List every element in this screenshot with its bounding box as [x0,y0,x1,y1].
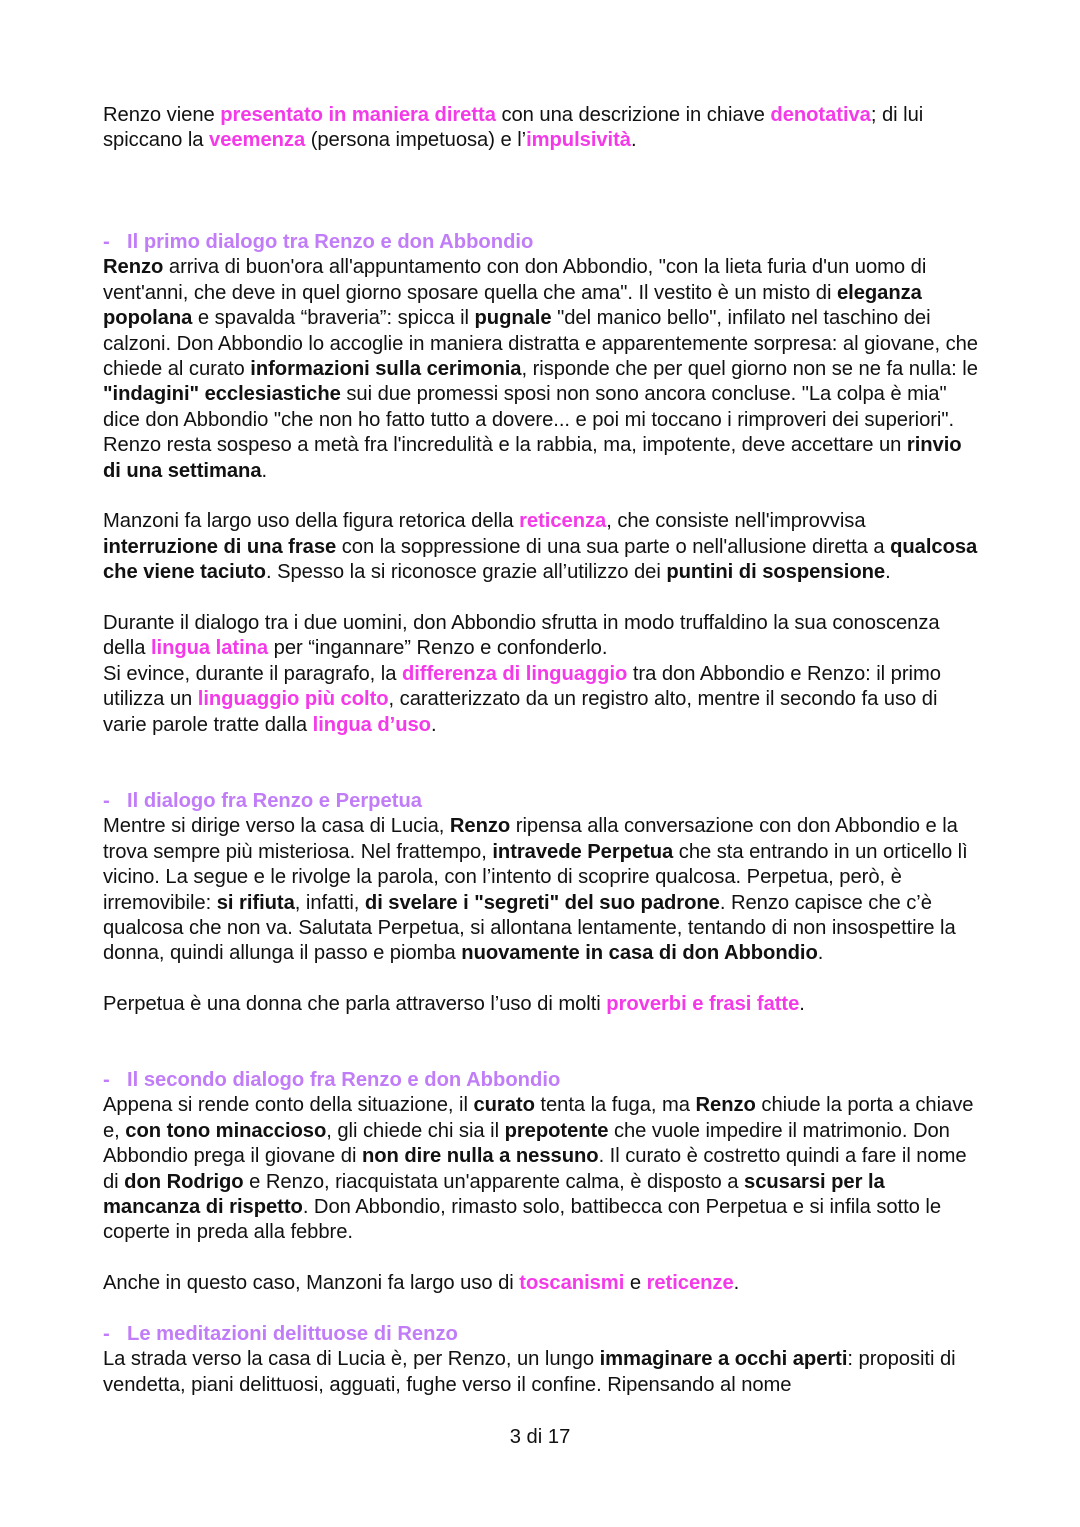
highlighted-keyword: denotativa [770,104,871,126]
bold-emphasis: interruzione di una frase [103,535,337,558]
highlighted-keyword: reticenze [646,1272,734,1295]
bullet-dash: - [103,1323,110,1345]
text-run: "del manico bello", infilato nel taschino dei calzoni. Don Abbondio lo accoglie in maniera distratta e apparentemente sorpresa: al giovane, che chiede al curato [103,307,978,381]
bold-emphasis: eleganza popolana [103,281,922,330]
text-run: Manzoni fa largo uso della figura retorica della [103,510,520,533]
text-run: Anche in questo caso, Manzoni fa largo uso di [103,1272,520,1295]
highlighted-keyword: proverbi e frasi fatte [606,993,800,1016]
page-number: 3 di 17 [509,1426,571,1448]
text-run: tenta la fuga, ma [534,1094,696,1117]
text-run: , infatti, [294,891,365,914]
text-run: . [817,942,824,965]
bold-emphasis: Renzo [103,256,164,279]
body-paragraph [103,1271,983,1296]
text-run: Mentre si dirige verso la casa di Lucia, [103,815,450,838]
text-run: Si evince, durante il paragrafo, la [103,662,402,685]
text-run: Perpetua è una donna che parla attraverso l’uso di molti [103,993,607,1016]
section-title: Il primo dialogo tra Renzo e don Abbondio [127,231,534,253]
bold-emphasis: nuovamente in casa di don Abbondio [461,942,818,965]
bold-emphasis: Renzo [449,815,511,838]
section-heading [103,1322,983,1347]
text-run: . [733,1272,740,1295]
text-run: tra don Abbondio e Renzo: il primo utilizza un [103,662,941,711]
section-meditazioni [103,1322,983,1398]
text-run: per “ingannare” Renzo e confonderlo. [268,637,608,660]
text-run: Renzo viene [103,104,221,126]
intro-paragraph [103,103,983,154]
body-paragraph [103,255,983,484]
text-run: e spavalda “braveria”: spicca il [192,307,475,330]
text-run: . [261,459,268,482]
bullet-dash: - [103,231,110,253]
bold-emphasis: rinvio di una settimana [103,434,962,482]
text-run: . Renzo capisce che c’è qualcosa che non va. Salutata Perpetua, si allontana lentamente, tentando di non insospettire la donna, quindi allunga il passo e piomba [103,891,956,965]
text-run: (persona impetuosa) e l’ [305,129,527,152]
bold-emphasis: "indagini" ecclesiastiche [103,383,341,406]
bold-emphasis: intravede Perpetua [492,840,674,863]
bold-emphasis: prepotente [504,1119,609,1142]
highlighted-keyword: differenza di linguaggio [401,662,628,685]
text-run: e [624,1272,647,1295]
text-run: . Spesso la si riconosce grazie all’utilizzo dei [265,561,667,584]
text-run: , risponde che per quel giorno non se ne fa nulla: le [521,358,978,381]
text-run: con la soppressione di una sua parte o nell'allusione diretta a [336,535,891,558]
section-secondo-dialogo [103,1068,983,1297]
bold-emphasis: qualcosa che viene taciuto [103,535,978,584]
highlighted-keyword: linguaggio più colto [197,688,389,711]
body-paragraph [103,509,983,585]
highlighted-keyword: reticenza [519,510,607,533]
bold-emphasis: informazioni sulla cerimonia [250,358,522,381]
bold-emphasis: scusarsi per la mancanza di rispetto [103,1170,885,1219]
text-run: : propositi di vendetta, piani delittuosi, agguati, fughe verso il confine. Ripensando al nome [103,1348,956,1396]
bold-emphasis: immaginare a occhi aperti [599,1348,848,1371]
highlighted-keyword: lingua latina [150,637,269,660]
body-paragraph [103,814,983,966]
bold-emphasis: don Rodrigo [124,1170,244,1193]
text-run: , caratterizzato da un registro alto, mentre il secondo fa uso di varie parole tratte dalla [103,688,938,736]
text-run: La strada verso la casa di Lucia è, per Renzo, un lungo [103,1348,600,1371]
section-dialogo-perpetua [103,789,983,1018]
text-run: e Renzo, riacquistata un'apparente calma, è disposto a [243,1170,745,1193]
text-run: . [885,561,891,584]
text-run: . [430,713,437,736]
text-run: con una descrizione in chiave [495,104,771,126]
section-title: Le meditazioni delittuose di Renzo [127,1323,458,1345]
section-heading [103,1068,983,1093]
section-primo-dialogo [103,230,983,738]
highlighted-keyword: veemenza [209,129,306,152]
bullet-dash: - [103,790,110,812]
bold-emphasis: Renzo [695,1094,756,1117]
highlighted-keyword: presentato in maniera diretta [220,104,496,126]
highlighted-keyword: impulsività [526,129,631,152]
section-title: Il secondo dialogo fra Renzo e don Abbondio [127,1069,561,1091]
section-heading [103,789,983,814]
bullet-dash: - [103,1069,110,1091]
bold-emphasis: pugnale [474,307,552,330]
text-run: Durante il dialogo tra i due uomini, don Abbondio sfrutta in modo truffaldino la sua conoscenza della [103,612,940,660]
bold-emphasis: di svelare i "segreti" del suo padrone [364,891,720,914]
body-paragraph [103,992,983,1017]
text-run: ; di lui spiccano la [103,104,924,152]
text-run: ripensa alla conversazione con don Abbondio e la trova sempre più misteriosa. Nel frattempo, [103,815,958,863]
bold-emphasis: non dire nulla a nessuno [361,1145,599,1168]
text-run: sui due promessi sposi non sono ancora concluse. "La colpa è mia" dice don Abbondio "che non ho fatto tutto a dovere... e poi mi toccano i rimproveri dei superiori". Renzo resta sospeso a metà fra l'incredulità e la rabbia, ma, impotente, deve accettare un [103,383,955,457]
text-run: . Don Abbondio, rimasto solo, battibecca con Perpetua e si infila sotto le coperte in preda alla febbre. [103,1196,942,1244]
body-paragraph [103,611,983,738]
text-run: , che consiste nell'improvvisa [606,510,866,533]
body-paragraph [103,1347,983,1398]
text-run: . [630,129,637,152]
intro-block [103,103,983,154]
body-paragraph [103,1093,983,1245]
bold-emphasis: con tono minaccioso [125,1119,327,1142]
text-run: Appena si rende conto della situazione, il [103,1094,474,1117]
text-run: che sta entrando in un orticello lì vicino. La segue e le rivolge la parola, con l’intento di scoprire qualcosa. Perpetua, però, è irremovibile: [103,840,968,914]
text-run: arriva di buon'ora all'appuntamento con don Abbondio, "con la lieta furia d'un uomo di vent'anni, che deve in quel giorno sposare quella che ama". Il vestito è un misto di [103,256,927,304]
section-heading [103,230,983,255]
text-run: . Il curato è costretto quindi a fare il nome di [103,1145,967,1193]
highlighted-keyword: lingua d’uso [312,713,431,736]
highlighted-keyword: toscanismi [519,1272,625,1295]
section-title: Il dialogo fra Renzo e Perpetua [127,790,423,812]
text-run: , gli chiede chi sia il [326,1119,505,1142]
bold-emphasis: curato [473,1094,535,1117]
bold-emphasis: puntini di sospensione [666,561,886,584]
bold-emphasis: si rifiuta [216,891,295,914]
text-run: chiude la porta a chiave e, [103,1094,974,1142]
text-run: . [799,993,805,1016]
text-run: che vuole impedire il matrimonio. Don Abbondio prega il giovane di [103,1119,950,1168]
